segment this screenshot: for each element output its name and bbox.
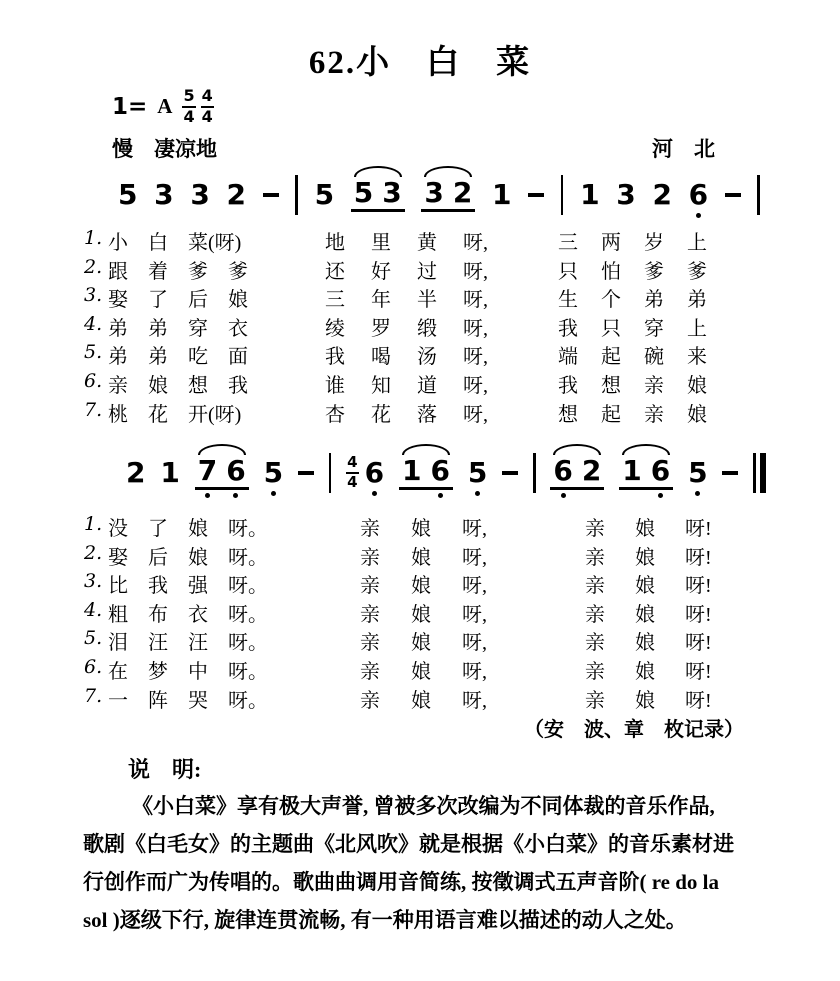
slur-arc (354, 166, 402, 177)
bar-line (329, 453, 332, 493)
lyric-syllable: 亲 (585, 575, 605, 598)
lyric-phrase (585, 684, 712, 713)
verse-row (84, 283, 794, 312)
slur-arc (198, 444, 246, 455)
lyric-syllable: 呀。 (228, 603, 268, 626)
lyric-syllable: 亲 (585, 689, 605, 712)
verse-row (84, 512, 794, 541)
lyric-syllable: 呀, (462, 603, 487, 626)
lyric-syllable: 穿 (644, 317, 664, 340)
lyric-syllable: 娶 (108, 289, 128, 312)
lyric-syllable: 呀, (463, 346, 488, 369)
lyric-phrase (108, 512, 268, 541)
lyric-syllable: 娘 (188, 546, 208, 569)
lyric-syllable: 我 (325, 346, 345, 369)
lyric-phrase (360, 655, 487, 684)
lyric-syllable: 呀, (462, 632, 487, 655)
lyric-syllable: 娘 (411, 546, 431, 569)
note: 3 (616, 178, 636, 211)
lyric-syllable: 三 (558, 232, 578, 254)
verse-number: 1. (84, 513, 103, 535)
tempo-marking: 慢 凄凉地 (112, 137, 217, 161)
lyric-syllable: 呀, (463, 317, 488, 340)
lyric-phrase (108, 569, 268, 598)
lyric-phrase (585, 655, 712, 684)
lyric-syllable: 呀, (463, 403, 488, 426)
lyric-syllable: 一 (108, 689, 128, 712)
description-paragraph (83, 787, 777, 939)
lyric-phrase (585, 541, 712, 570)
lyric-syllable: 娘 (188, 518, 208, 540)
bar-line (757, 175, 760, 215)
lyric-syllable: 白 (148, 232, 168, 254)
lyric-syllable: 菜(呀) (188, 232, 242, 254)
lyric-syllable: 呀。 (228, 575, 268, 598)
lyric-syllable: 亲 (108, 374, 128, 397)
verse-number: 5. (84, 627, 103, 650)
lyric-syllable: 娘 (635, 689, 655, 712)
lyric-phrase (108, 226, 241, 255)
verse-row (84, 255, 794, 284)
lyric-phrase (558, 255, 707, 284)
lyric-syllable: 后 (188, 289, 208, 312)
lyric-phrase (558, 312, 707, 341)
note-group (550, 453, 604, 490)
lyric-phrase (558, 226, 707, 255)
lyric-phrase (360, 512, 487, 541)
note-group (421, 175, 475, 212)
lyric-syllable: 花 (371, 403, 391, 426)
lyric-phrase (558, 398, 707, 427)
lyric-syllable: 个 (601, 289, 621, 312)
lyric-syllable: 来 (687, 346, 707, 369)
lyric-phrase (108, 626, 268, 655)
lyric-phrase (585, 512, 712, 541)
lyric-syllable: 没 (108, 518, 128, 540)
description-line: 行创作而广为传唱的。歌曲曲调用音简练, 按徵调式五声音阶( re do la (83, 870, 720, 894)
lyric-syllable: 呀。 (228, 632, 268, 655)
lyric-syllable: 喝 (371, 346, 391, 369)
note: 3 (424, 175, 444, 209)
description-line: sol )逐级下行, 旋律连贯流畅, 有一种用语言难以描述的动人之处。 (83, 908, 687, 932)
lyric-syllable: 呀! (685, 603, 712, 626)
lyric-phrase (585, 598, 712, 627)
verse-row (84, 398, 794, 427)
lyric-phrase (108, 598, 268, 627)
lyric-syllable: 衣 (228, 317, 248, 340)
lyric-syllable: 呀! (685, 575, 712, 598)
lyric-syllable: 地 (325, 232, 345, 254)
note: 5 (688, 456, 708, 489)
lyric-syllable: 娘 (635, 518, 655, 540)
note-group (399, 453, 453, 490)
note: 3 (190, 178, 210, 211)
lyric-syllable: 杏 (325, 403, 345, 426)
lyric-syllable: 娶 (108, 546, 128, 569)
lyric-syllable: 了 (148, 289, 168, 312)
lyric-syllable: 我 (558, 374, 578, 397)
lyric-syllable: 娘 (411, 603, 431, 626)
note: 1 (580, 178, 600, 211)
lyric-syllable: 衣 (188, 603, 208, 626)
verse-block-1 (84, 226, 794, 426)
verse-number: 7. (84, 684, 103, 707)
lyric-syllable: 三 (325, 289, 345, 312)
key-signature (112, 88, 214, 126)
verse-row (84, 226, 794, 255)
lyric-syllable: 娘 (635, 660, 655, 683)
lyric-syllable: 呀, (462, 518, 487, 540)
lyric-syllable: 亲 (585, 546, 605, 569)
bar-line (533, 453, 536, 493)
note: 6 (430, 453, 450, 487)
lyric-syllable: 小 (108, 232, 128, 254)
lyric-syllable: 在 (108, 660, 128, 683)
lyric-syllable: 呀。 (228, 689, 268, 712)
lyric-syllable: 爹 (687, 260, 707, 283)
lyric-syllable: 汤 (417, 346, 437, 369)
note: 2 (452, 175, 473, 209)
lyric-syllable: 碗 (644, 346, 664, 369)
note: 6 (553, 453, 573, 487)
verse-number: 2. (84, 255, 103, 278)
lyric-syllable: 亲 (360, 660, 380, 683)
lyric-syllable: 亲 (360, 546, 380, 569)
lyric-syllable: 跟 (108, 260, 128, 283)
lyric-phrase (585, 569, 712, 598)
lyric-syllable: 好 (371, 260, 391, 283)
lyric-syllable: 想 (188, 374, 208, 397)
lyric-syllable: 娘 (635, 575, 655, 598)
lyric-syllable: 呀! (685, 689, 712, 712)
dash-duration (502, 471, 518, 475)
lyric-syllable: 亲 (360, 689, 380, 712)
lyric-syllable: 爹 (228, 260, 248, 283)
verse-row (84, 626, 794, 655)
lyric-syllable: 呀。 (228, 518, 268, 540)
note: 7 (197, 453, 218, 487)
music-line-2 (126, 444, 766, 502)
lyric-syllable: 罗 (371, 317, 391, 340)
slur-arc (424, 166, 472, 177)
verse-row (84, 312, 794, 341)
slur-arc (622, 444, 670, 455)
verse-number: 3. (84, 570, 103, 593)
note: 6 (226, 453, 246, 487)
lyric-syllable: 两 (601, 232, 621, 254)
lyric-syllable: 娘 (411, 632, 431, 655)
lyric-phrase (360, 541, 487, 570)
lyric-syllable: 亲 (585, 632, 605, 655)
lyric-syllable: 绫 (325, 317, 345, 340)
lyric-syllable: 呀。 (228, 546, 268, 569)
note: 5 (118, 178, 138, 211)
dash-duration (528, 193, 544, 197)
lyric-phrase (558, 369, 707, 398)
lyric-syllable: 弟 (108, 346, 128, 369)
lyric-syllable: 穿 (188, 317, 208, 340)
lyric-syllable: 娘 (228, 289, 248, 312)
lyric-syllable: 花 (148, 403, 168, 426)
verse-number: 1. (84, 227, 103, 249)
note: 6 (364, 456, 385, 489)
lyric-syllable: 弟 (687, 289, 707, 312)
lyric-syllable: 呀, (463, 260, 488, 283)
verse-row (84, 340, 794, 369)
lyric-syllable: 年 (371, 289, 391, 312)
lyric-phrase (325, 312, 488, 341)
lyric-syllable: 亲 (644, 403, 664, 426)
lyric-syllable: 呀! (685, 518, 712, 540)
lyric-syllable: 呀, (463, 374, 488, 397)
lyric-syllable: 亲 (360, 603, 380, 626)
lyric-syllable: 起 (601, 346, 621, 369)
note: 6 (650, 453, 671, 487)
lyric-syllable: 吃 (188, 346, 208, 369)
lyric-phrase (108, 398, 241, 427)
lyric-phrase (325, 340, 488, 369)
verse-row (84, 655, 794, 684)
lyric-syllable: 端 (558, 346, 578, 369)
lyric-phrase (108, 369, 248, 398)
verse-number: 5. (84, 341, 103, 364)
note: 5 (467, 456, 488, 489)
lyric-syllable: 阵 (148, 689, 168, 712)
lyric-phrase (108, 255, 248, 284)
time-signature: $\frac{4}{4}$ (201, 86, 213, 126)
music-line-1 (118, 170, 760, 220)
lyric-syllable: 里 (371, 232, 391, 254)
lyric-syllable: 半 (417, 289, 437, 312)
note: 1 (622, 453, 642, 487)
lyric-syllable: 弟 (148, 317, 168, 340)
lyric-phrase (108, 541, 268, 570)
bar-line (295, 175, 298, 215)
notes-heading: 说 明: (128, 757, 202, 782)
lyric-syllable: 娘 (148, 374, 168, 397)
time-signature: $\frac{4}{4}$ (347, 453, 358, 491)
note-group (351, 175, 405, 212)
lyric-syllable: 娘 (411, 575, 431, 598)
note: 3 (154, 178, 174, 211)
note: 2 (226, 178, 246, 211)
final-bar-line (753, 453, 766, 493)
verse-number: 4. (84, 312, 103, 335)
lyric-syllable: 布 (148, 603, 168, 626)
note: 1 (401, 453, 422, 487)
verse-number: 6. (84, 369, 103, 392)
lyric-syllable: 我 (558, 317, 578, 340)
attribution: （安 波、章 枚记录） (524, 719, 744, 741)
lyric-syllable: 呀, (462, 660, 487, 683)
lyric-syllable: 中 (188, 660, 208, 683)
lyric-syllable: 汪 (148, 632, 168, 655)
lyric-phrase (108, 684, 268, 713)
lyric-phrase (325, 255, 488, 284)
lyric-syllable: 娘 (687, 403, 707, 426)
note: 5 (353, 175, 374, 209)
verse-row (84, 684, 794, 713)
lyric-syllable: 知 (371, 374, 391, 397)
lyric-phrase (558, 340, 707, 369)
time-signatures (182, 88, 213, 126)
lyric-syllable: 谁 (325, 374, 345, 397)
lyric-syllable: 想 (601, 374, 621, 397)
verse-row (84, 598, 794, 627)
lyric-syllable: 呀, (463, 232, 488, 254)
note: 2 (652, 178, 672, 211)
lyric-syllable: 过 (417, 260, 437, 283)
verse-number: 7. (84, 398, 103, 421)
verse-number: 6. (84, 655, 103, 678)
note: 1 (492, 178, 512, 211)
lyric-syllable: 亲 (360, 575, 380, 598)
lyric-phrase (360, 626, 487, 655)
lyric-syllable: 桃 (108, 403, 128, 426)
lyric-syllable: 起 (601, 403, 621, 426)
lyric-phrase (108, 312, 248, 341)
lyric-syllable: 梦 (148, 660, 168, 683)
note: 5 (314, 178, 335, 211)
lyric-syllable: 强 (188, 575, 208, 598)
lyric-syllable: 粗 (108, 603, 128, 626)
lyric-syllable: 娘 (635, 632, 655, 655)
lyric-syllable: 缎 (417, 317, 437, 340)
lyric-syllable: 亲 (585, 660, 605, 683)
lyric-syllable: 呀。 (228, 660, 268, 683)
lyric-syllable: 娘 (635, 603, 655, 626)
note: 3 (382, 175, 402, 209)
lyric-syllable: 了 (148, 518, 168, 540)
lyric-syllable: 我 (228, 374, 248, 397)
lyric-syllable: 娘 (411, 518, 431, 540)
lyric-syllable: 娘 (411, 689, 431, 712)
lyric-syllable: 落 (417, 403, 437, 426)
lyric-syllable: 泪 (108, 632, 128, 655)
lyric-phrase (108, 655, 268, 684)
lyric-syllable: 亲 (360, 632, 380, 655)
verse-row (84, 541, 794, 570)
lyric-syllable: 弟 (108, 317, 128, 340)
note: 5 (263, 456, 284, 489)
dash-duration (298, 471, 314, 475)
lyric-syllable: 呀, (462, 546, 487, 569)
lyric-syllable: 岁 (644, 232, 664, 254)
lyric-syllable: 娘 (635, 546, 655, 569)
lyric-syllable: 比 (108, 575, 128, 598)
verse-row (84, 569, 794, 598)
verse-number: 3. (84, 284, 103, 307)
lyric-syllable: 黄 (417, 232, 437, 254)
lyric-syllable: 生 (558, 289, 578, 312)
lyric-syllable: 亲 (644, 374, 664, 397)
note-group (195, 453, 249, 490)
lyric-syllable: 亲 (360, 518, 380, 540)
lyric-syllable: 亲 (585, 603, 605, 626)
lyric-syllable: 亲 (585, 518, 605, 540)
note: 1 (160, 456, 180, 489)
lyric-syllable: 哭 (188, 689, 208, 712)
lyric-phrase (325, 283, 488, 312)
lyric-phrase (325, 369, 488, 398)
time-signature: $\frac{5}{4}$ (183, 86, 195, 126)
lyric-syllable: 怕 (601, 260, 621, 283)
lyric-phrase (360, 684, 487, 713)
dash-duration (722, 471, 738, 475)
dash-duration (725, 193, 741, 197)
lyric-syllable: 上 (687, 317, 707, 340)
lyric-phrase (325, 398, 488, 427)
lyric-syllable: 爹 (644, 260, 664, 283)
lyric-phrase (360, 569, 487, 598)
lyric-syllable: 呀! (685, 632, 712, 655)
lyric-syllable: 后 (148, 546, 168, 569)
note-group (619, 453, 673, 490)
description-line: 歌剧《白毛女》的主题曲《北风吹》就是根据《小白菜》的音乐素材进 (83, 832, 734, 856)
lyric-syllable: 着 (148, 260, 168, 283)
note: 2 (581, 453, 602, 487)
verse-number: 2. (84, 541, 103, 564)
lyric-syllable: 上 (687, 232, 707, 254)
lyric-syllable: 呀, (462, 689, 487, 712)
lyric-phrase (360, 598, 487, 627)
description-line: 《小白菜》享有极大声誉, 曾被多次改编为不同体裁的音乐作品, (132, 794, 715, 818)
lyric-phrase (558, 283, 707, 312)
lyric-phrase (108, 340, 248, 369)
lyric-syllable: 还 (325, 260, 345, 283)
lyric-syllable: 呀! (685, 546, 712, 569)
lyric-phrase (108, 283, 248, 312)
verse-number: 4. (84, 598, 103, 621)
lyric-syllable: 只 (601, 317, 621, 340)
lyric-syllable: 只 (558, 260, 578, 283)
region-label: 河 北 (652, 137, 715, 161)
lyric-syllable: 弟 (148, 346, 168, 369)
dash-duration (263, 193, 279, 197)
lyric-phrase (585, 626, 712, 655)
slur-arc (402, 444, 450, 455)
lyric-syllable: 弟 (644, 289, 664, 312)
lyric-syllable: 爹 (188, 260, 208, 283)
lyric-syllable: 呀, (462, 575, 487, 598)
key-note: A (157, 94, 173, 119)
verse-block-2 (84, 512, 794, 712)
lyric-syllable: 娘 (411, 660, 431, 683)
lyric-syllable: 呀, (463, 289, 488, 312)
lyric-syllable: 呀! (685, 660, 712, 683)
note: 6 (688, 178, 709, 211)
lyric-phrase (325, 226, 488, 255)
lyric-syllable: 我 (148, 575, 168, 598)
token-cluster (346, 455, 384, 491)
lyric-syllable: 面 (228, 346, 248, 369)
lyric-syllable: 娘 (687, 374, 707, 397)
note: 2 (126, 456, 146, 489)
bar-line (561, 175, 564, 215)
song-title: 62.小 白 菜 (308, 45, 532, 81)
key-prefix: 1= (112, 93, 148, 120)
verse-row (84, 369, 794, 398)
lyric-syllable: 道 (417, 374, 437, 397)
lyric-syllable: 想 (558, 403, 578, 426)
lyric-syllable: 汪 (188, 632, 208, 655)
lyric-syllable: 开(呀) (188, 403, 242, 426)
slur-arc (553, 444, 601, 455)
